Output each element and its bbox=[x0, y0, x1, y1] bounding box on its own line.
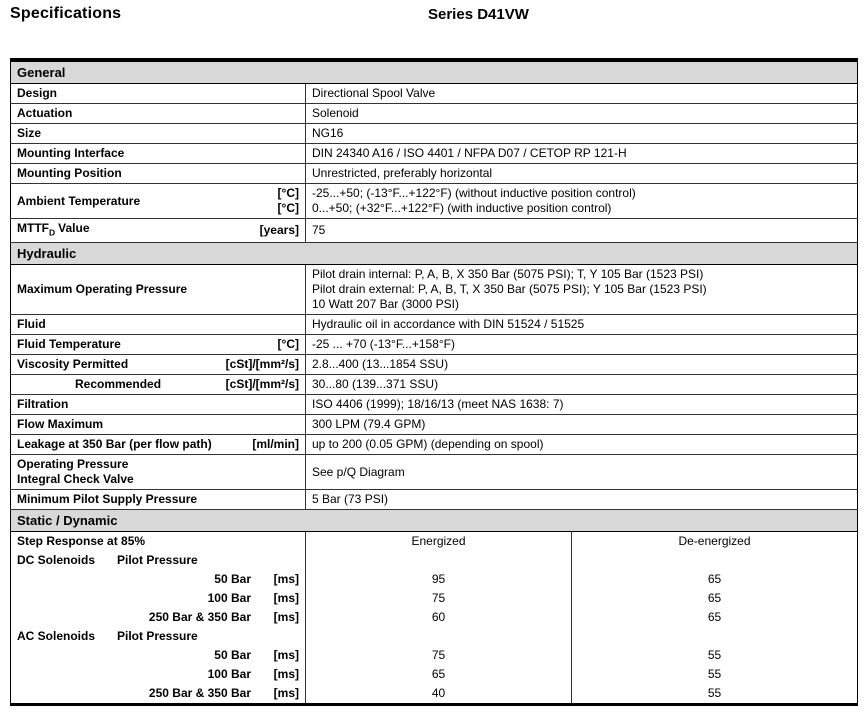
page-title: Specifications bbox=[10, 5, 122, 22]
unit-label: [cSt]/[mm²/s] bbox=[225, 357, 299, 372]
table-row bbox=[11, 84, 858, 104]
unit-label: [ml/min] bbox=[252, 437, 299, 452]
row-value-line: 10 Watt 207 Bar (3000 PSI) bbox=[312, 297, 459, 312]
table-row-dc-100bar bbox=[11, 589, 858, 608]
row-label: Ambient Temperature bbox=[17, 193, 141, 208]
energized-value: 95 bbox=[306, 570, 572, 589]
pressure-label: 250 Bar & 350 Bar bbox=[148, 610, 251, 625]
table-row-ac-250-350bar bbox=[11, 684, 858, 705]
row-label: Recommended bbox=[75, 377, 162, 392]
unit-label: [°C] bbox=[277, 186, 299, 200]
row-value: up to 200 (0.05 GPM) (depending on spool) bbox=[306, 435, 858, 455]
deenergized-value: 55 bbox=[572, 646, 858, 665]
unit-label: [cSt]/[mm²/s] bbox=[225, 377, 299, 392]
unit-label: [°C] bbox=[277, 201, 299, 215]
row-label: Fluid Temperature bbox=[17, 337, 121, 352]
unit-label: [°C] bbox=[277, 337, 299, 352]
table-row bbox=[11, 490, 858, 510]
empty-cell bbox=[572, 551, 858, 570]
row-label-cell bbox=[11, 665, 306, 684]
section-header-general bbox=[11, 60, 858, 84]
row-label: Minimum Pilot Supply Pressure bbox=[11, 490, 306, 510]
table-row-dc-250-350bar bbox=[11, 608, 858, 627]
pressure-label: 100 Bar bbox=[207, 667, 251, 682]
row-label-cell bbox=[11, 646, 306, 665]
energized-value: 75 bbox=[306, 646, 572, 665]
table-row bbox=[11, 435, 858, 455]
empty-cell bbox=[572, 627, 858, 646]
energized-value: 40 bbox=[306, 684, 572, 705]
row-value: Hydraulic oil in accordance with DIN 51524 / 51525 bbox=[306, 315, 858, 335]
deenergized-value: 65 bbox=[572, 589, 858, 608]
deenergized-value: 65 bbox=[572, 570, 858, 589]
row-label-cell bbox=[11, 184, 306, 219]
row-label: Size bbox=[11, 124, 306, 144]
unit-label: [ms] bbox=[273, 572, 299, 587]
energized-value: 65 bbox=[306, 665, 572, 684]
unit-label: [years] bbox=[259, 223, 299, 238]
energized-value: 60 bbox=[306, 608, 572, 627]
section-title: Static / Dynamic bbox=[11, 510, 858, 532]
row-value-line: Pilot drain internal: P, A, B, X 350 Bar (5075 PSI); T, Y 105 Bar (1523 PSI) bbox=[312, 267, 704, 282]
pressure-label: 250 Bar & 350 Bar bbox=[148, 686, 251, 701]
row-value-cell bbox=[306, 265, 858, 315]
unit-label: [ms] bbox=[273, 667, 299, 682]
table-row-max-operating-pressure bbox=[11, 265, 858, 315]
solenoid-type-label: AC Solenoids bbox=[17, 629, 96, 644]
column-header-energized: Energized bbox=[306, 532, 572, 552]
empty-cell bbox=[306, 551, 572, 570]
table-row bbox=[11, 164, 858, 184]
row-label-cell bbox=[11, 627, 306, 646]
row-value-cell bbox=[306, 184, 858, 219]
pressure-label: 100 Bar bbox=[207, 591, 251, 606]
row-label: Design bbox=[11, 84, 306, 104]
column-header-deenergized: De-energized bbox=[572, 532, 858, 552]
empty-cell bbox=[306, 627, 572, 646]
section-header-hydraulic bbox=[11, 243, 858, 265]
row-value: 75 bbox=[306, 219, 858, 243]
row-label: Filtration bbox=[11, 395, 306, 415]
row-label-cell bbox=[11, 435, 306, 455]
row-label-cell bbox=[11, 375, 306, 395]
ac-solenoids-row bbox=[11, 627, 858, 646]
pilot-pressure-label: Pilot Pressure bbox=[117, 553, 198, 568]
row-label-cell bbox=[11, 570, 306, 589]
table-row bbox=[11, 335, 858, 355]
deenergized-value: 55 bbox=[572, 684, 858, 705]
row-value: 5 Bar (73 PSI) bbox=[306, 490, 858, 510]
row-label: Fluid bbox=[11, 315, 306, 335]
table-row bbox=[11, 355, 858, 375]
section-title: Hydraulic bbox=[11, 243, 858, 265]
energized-value: 75 bbox=[306, 589, 572, 608]
table-row-dc-50bar bbox=[11, 570, 858, 589]
row-value: 300 LPM (79.4 GPM) bbox=[306, 415, 858, 435]
row-label-line: Integral Check Valve bbox=[17, 472, 134, 487]
deenergized-value: 55 bbox=[572, 665, 858, 684]
row-value: 30...80 (139...371 SSU) bbox=[306, 375, 858, 395]
series-title: Series D41VW bbox=[428, 6, 529, 23]
row-label-line: Operating Pressure bbox=[17, 457, 129, 472]
table-row-ambient-temperature bbox=[11, 184, 858, 219]
row-label: $MTTF_D$ Value bbox=[17, 221, 90, 238]
pressure-label: 50 Bar bbox=[214, 572, 251, 587]
row-value-line: Pilot drain external: P, A, B, T, X 350 Bar (5075 PSI); Y 105 Bar (1523 PSI) bbox=[312, 282, 707, 297]
dc-solenoids-row bbox=[11, 551, 858, 570]
table-row bbox=[11, 124, 858, 144]
row-label: Mounting Interface bbox=[11, 144, 306, 164]
table-row-check-valve bbox=[11, 455, 858, 490]
pilot-pressure-label: Pilot Pressure bbox=[117, 629, 198, 644]
table-row-ac-100bar bbox=[11, 665, 858, 684]
solenoid-type-label: DC Solenoids bbox=[17, 553, 96, 568]
unit-label: [ms] bbox=[273, 648, 299, 663]
table-row bbox=[11, 375, 858, 395]
row-label: Viscosity Permitted bbox=[17, 357, 129, 372]
row-label: Maximum Operating Pressure bbox=[11, 265, 306, 315]
section-header-static-dynamic bbox=[11, 510, 858, 532]
unit-stack bbox=[278, 186, 299, 216]
unit-label: [ms] bbox=[273, 610, 299, 625]
row-value: Unrestricted, preferably horizontal bbox=[306, 164, 858, 184]
row-value: -25 ... +70 (-13°F...+158°F) bbox=[306, 335, 858, 355]
row-label: Leakage at 350 Bar (per flow path) bbox=[17, 437, 212, 452]
unit-label: [ms] bbox=[273, 591, 299, 606]
row-value: Solenoid bbox=[306, 104, 858, 124]
row-label: Actuation bbox=[11, 104, 306, 124]
section-title: General bbox=[11, 60, 858, 84]
row-label-cell bbox=[11, 455, 306, 490]
row-label: Flow Maximum bbox=[11, 415, 306, 435]
row-label-cell bbox=[11, 551, 306, 570]
title-bar bbox=[10, 5, 858, 31]
row-label-cell bbox=[11, 684, 306, 705]
table-row-ac-50bar bbox=[11, 646, 858, 665]
row-label-cell bbox=[11, 355, 306, 375]
pressure-label: 50 Bar bbox=[214, 648, 251, 663]
row-label-cell bbox=[11, 608, 306, 627]
row-value: See p/Q Diagram bbox=[306, 455, 858, 490]
spec-table bbox=[10, 58, 858, 706]
table-row-mttf bbox=[11, 219, 858, 243]
table-row bbox=[11, 415, 858, 435]
step-response-header-row bbox=[11, 532, 858, 552]
table-row bbox=[11, 104, 858, 124]
deenergized-value: 65 bbox=[572, 608, 858, 627]
row-value: DIN 24340 A16 / ISO 4401 / NFPA D07 / CETOP RP 121-H bbox=[306, 144, 858, 164]
row-value-line: 0...+50; (+32°F...+122°F) (with inductive position control) bbox=[312, 201, 612, 215]
row-label-cell bbox=[11, 219, 306, 243]
row-value: Directional Spool Valve bbox=[306, 84, 858, 104]
unit-label: [ms] bbox=[273, 686, 299, 701]
table-row bbox=[11, 395, 858, 415]
row-label-cell bbox=[11, 589, 306, 608]
table-row bbox=[11, 315, 858, 335]
row-value: ISO 4406 (1999); 18/16/13 (meet NAS 1638: 7) bbox=[306, 395, 858, 415]
row-label: Step Response at 85% bbox=[17, 534, 146, 549]
row-value-line: -25...+50; (-13°F...+122°F) (without inductive position control) bbox=[312, 186, 636, 200]
row-value: NG16 bbox=[306, 124, 858, 144]
row-label-cell bbox=[11, 335, 306, 355]
row-value: 2.8...400 (13...1854 SSU) bbox=[306, 355, 858, 375]
table-row bbox=[11, 144, 858, 164]
row-label: Mounting Position bbox=[11, 164, 306, 184]
